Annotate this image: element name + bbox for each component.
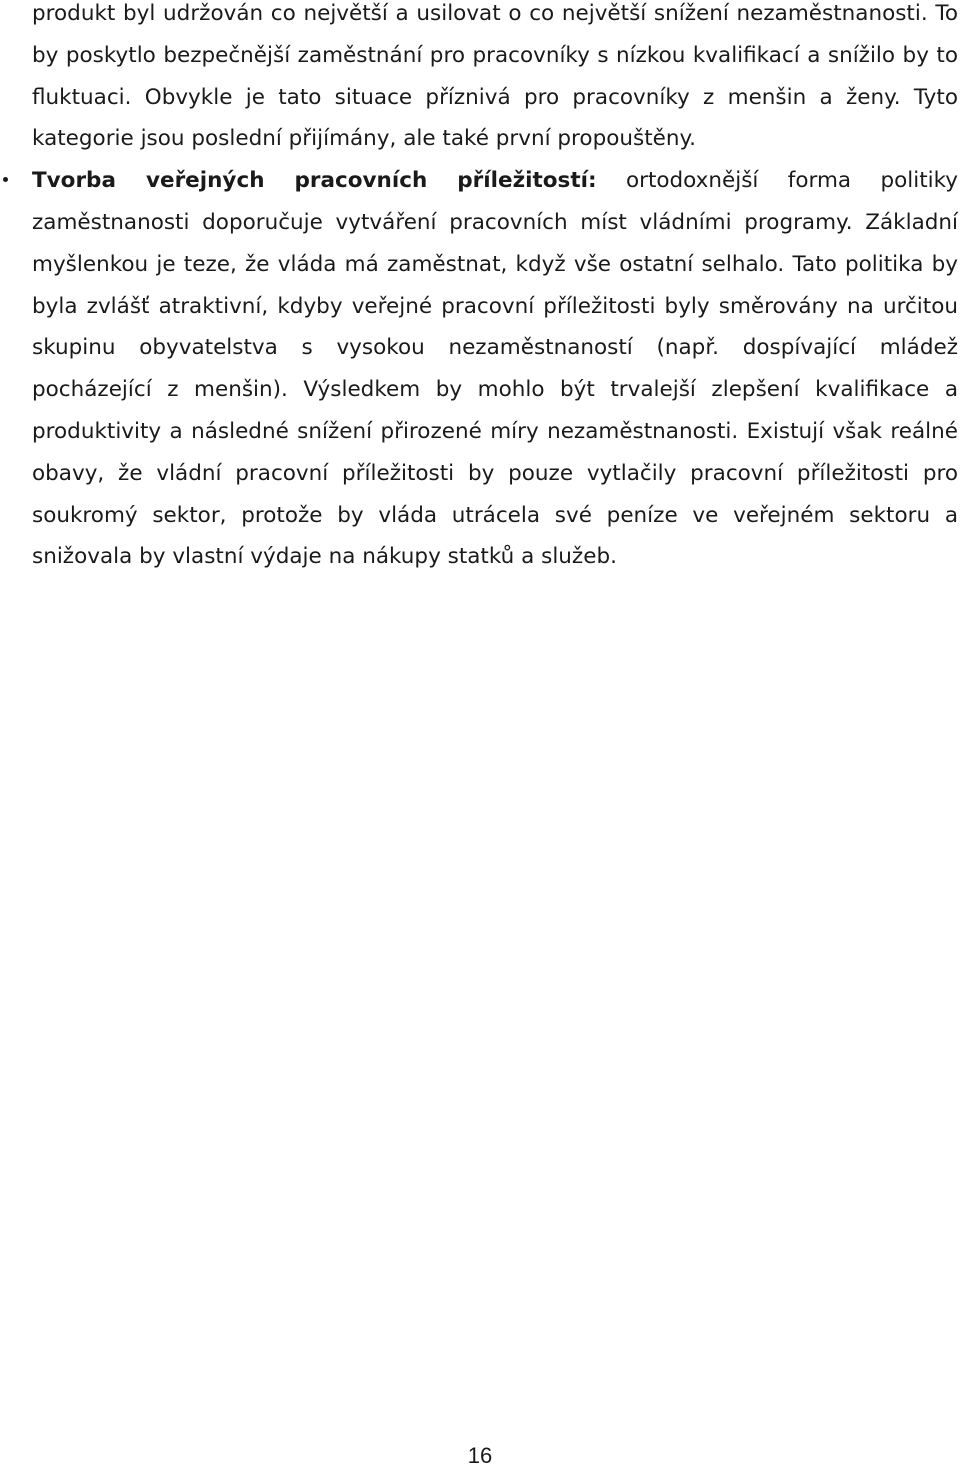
bullet-list-item [32,160,958,578]
body-paragraph: produkt byl udržován co největší a usilovat o co největší snížení nezaměstnanosti. To by poskytlo bezpečnější zaměstnání pro pracovníky s nízkou kvalifikací a snížilo by to fluktuaci. Obvykle je tato situace příznivá pro pracovníky z menšin a ženy. Tyto kategorie jsou poslední přijímány, ale také první propouštěny. [32,1,958,152]
document-page [32,0,958,578]
page-number: 16 [467,1443,493,1468]
bullet-text: ortodoxnější forma politiky zaměstnanosti doporučuje vytváření pracovních míst vládními programy. Základní myšlenkou je teze, že vláda má zaměstnat, když vše ostatní selhalo. Tato politika by byla zvlášť atraktivní, kdyby veřejné pracovní příležitosti byly směrovány na určitou skupinu obyvatelstva s vysokou nezaměstnaností (např. dospívající mládež pocházející z menšin). Výsledkem by mohlo být trvalejší zlepšení kvalifikace a produktivity a následné snížení přirozené míry nezaměstnanosti. Existují však reálné obavy, že vládní pracovní příležitosti by pouze vytlačily pracovní příležitosti pro soukromý sektor, protože by vláda utrácela své peníze ve veřejném sektoru a snižovala by vlastní výdaje na nákupy statků a služeb. [32,168,959,570]
bullet-heading: Tvorba veřejných pracovních příležitostí: [32,168,597,194]
bullet-icon [3,177,8,182]
